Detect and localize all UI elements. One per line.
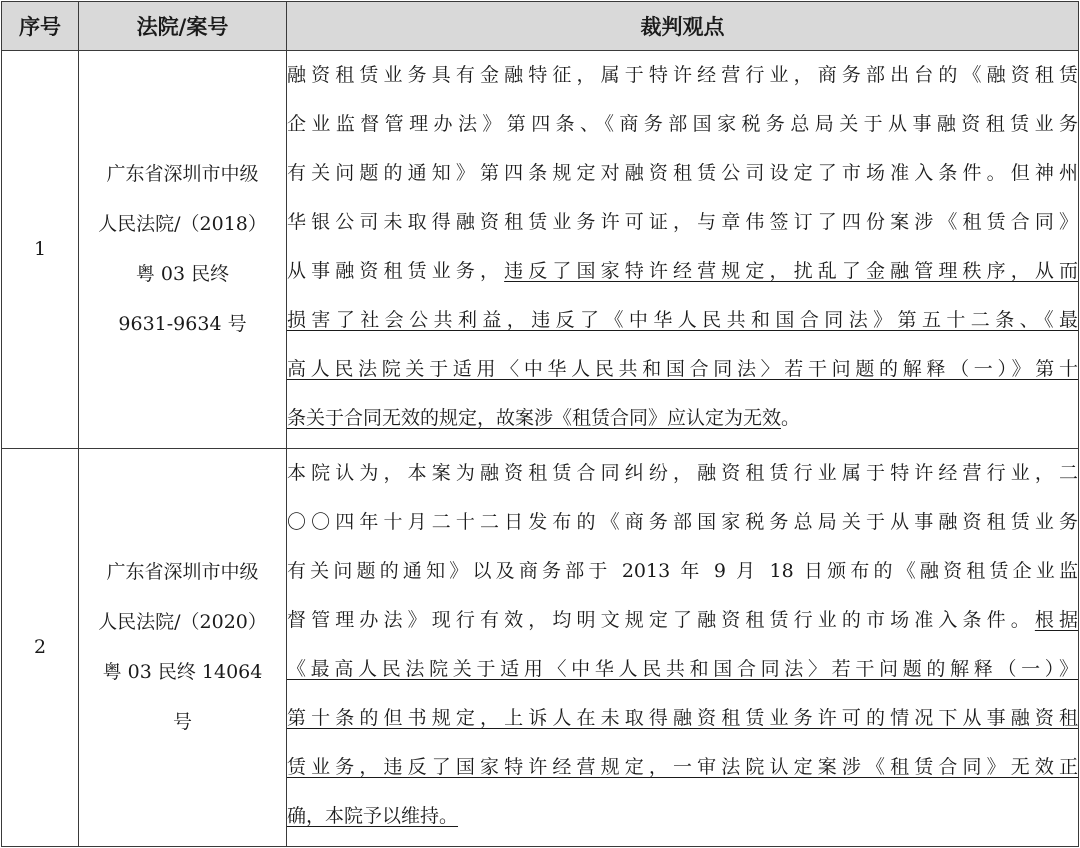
ruling-text: 督管理办法》现行有效，均明文规定了融资租赁行业的市场准入条件。 <box>287 608 1035 631</box>
ruling-text: 有关问题的通知》以及商务部于 2013 年 9 月 18 日颁布的《融资租赁企业监 <box>287 559 1078 582</box>
ruling-line <box>287 296 1078 345</box>
header-cell-no: 序号 <box>2 2 79 51</box>
header-cell-court: 法院/案号 <box>79 2 287 51</box>
ruling-line <box>287 198 1078 247</box>
court-line: 9631-9634 号 <box>118 313 247 336</box>
ruling-line <box>287 694 1078 743</box>
ruling-line <box>287 596 1078 645</box>
ruling-text: 〇〇四年十月二十二日发布的《商务部国家税务总局关于从事融资租赁业务 <box>287 510 1078 533</box>
ruling-line <box>287 743 1078 792</box>
header-cell-view: 裁判观点 <box>287 2 1079 51</box>
ruling-text: 从事融资租赁业务， <box>287 260 505 283</box>
underlined-text: 损害了社会公共利益，违反了《中华人民共和国合同法》第五十二条、《最 <box>287 309 1078 332</box>
ruling-line <box>287 149 1078 198</box>
ruling-line <box>287 547 1078 596</box>
court-line: 粤 03 民终 <box>135 263 230 286</box>
ruling-line <box>287 645 1078 694</box>
ruling-view-cell <box>287 51 1079 448</box>
court-case-cell <box>79 448 287 846</box>
underlined-text: 第十条的但书规定，上诉人在未取得融资租赁业务许可的情况下从事融资租 <box>287 706 1078 729</box>
table-header-row <box>2 2 1079 51</box>
court-line: 广东省深圳市中级 <box>106 561 259 584</box>
ruling-text: 有关问题的通知》第四条规定对融资租赁公司设定了市场准入条件。但神州 <box>287 162 1078 185</box>
underlined-text: 《最高人民法院关于适用〈中华人民共和国合同法〉若干问题的解释（一）》 <box>287 657 1078 680</box>
row-number: 1 <box>2 51 79 448</box>
court-line: 广东省深圳市中级 <box>106 163 259 186</box>
row-number: 2 <box>2 448 79 846</box>
ruling-paragraph <box>287 449 1078 841</box>
underlined-text: 高人民法院关于适用〈中华人民共和国合同法〉若干问题的解释（一）》第十 <box>287 358 1078 381</box>
ruling-line <box>287 394 1078 443</box>
ruling-line <box>287 498 1078 547</box>
ruling-text: 。 <box>781 407 801 430</box>
table-row <box>2 448 1079 846</box>
underlined-text: 赁业务，违反了国家特许经营规定，一审法院认定案涉《租赁合同》无效正 <box>287 755 1078 778</box>
case-table <box>1 1 1079 847</box>
court-line: 号 <box>172 711 192 734</box>
ruling-view-cell <box>287 448 1079 846</box>
underlined-text: 条关于合同无效的规定，故案涉《租赁合同》应认定为无效 <box>287 407 782 430</box>
court-line: 粤 03 民终 14064 <box>102 661 263 684</box>
underlined-text: 根据 <box>1034 608 1078 631</box>
court-case-cell <box>79 51 287 448</box>
court-line: 人民法院/（2018） <box>98 213 267 236</box>
court-line: 人民法院/（2020） <box>98 611 267 634</box>
ruling-text: 本院认为，本案为融资租赁合同纠纷，融资租赁行业属于特许经营行业，二 <box>287 461 1078 484</box>
table-row <box>2 51 1079 448</box>
ruling-line <box>287 449 1078 498</box>
ruling-text: 华银公司未取得融资租赁业务许可证，与章伟签订了四份案涉《租赁合同》 <box>287 211 1078 234</box>
underlined-text: 确，本院予以维持。 <box>287 804 459 827</box>
ruling-line <box>287 247 1078 296</box>
ruling-paragraph <box>287 51 1078 443</box>
ruling-line <box>287 100 1078 149</box>
ruling-text: 融资租赁业务具有金融特征，属于特许经营行业，商务部出台的《融资租赁 <box>287 64 1078 87</box>
ruling-line <box>287 792 1078 841</box>
ruling-line <box>287 345 1078 394</box>
underlined-text: 违反了国家特许经营规定，扰乱了金融管理秩序，从而 <box>504 260 1078 283</box>
ruling-text: 企业监督管理办法》第四条、《商务部国家税务总局关于从事融资租赁业务 <box>287 113 1078 136</box>
ruling-line <box>287 51 1078 100</box>
